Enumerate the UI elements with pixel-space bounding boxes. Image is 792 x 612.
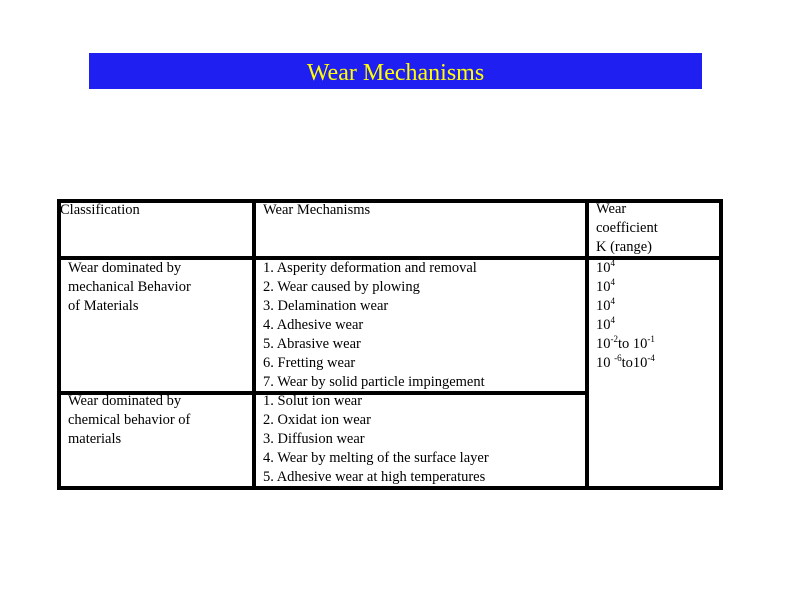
range-word: to10	[621, 355, 648, 371]
text-line: Wear dominated by	[68, 393, 182, 409]
column-divider	[585, 199, 589, 490]
exponent: -2	[610, 334, 618, 344]
table-border-right	[719, 199, 723, 490]
base: 10	[596, 355, 615, 371]
list-item: 5. Adhesive wear at high temperatures	[263, 469, 486, 485]
list-item: 2. Wear caused by plowing	[263, 279, 420, 295]
base: 10	[596, 279, 611, 295]
header-mechanisms: Wear Mechanisms	[263, 202, 371, 218]
range-word: to	[618, 336, 633, 352]
list-item: 3. Delamination wear	[263, 298, 389, 314]
exponent: 4	[610, 315, 615, 325]
header-classification: Classification	[60, 202, 140, 218]
base: 10	[596, 317, 611, 333]
base: 10	[596, 336, 611, 352]
classification-mechanical	[68, 259, 191, 316]
list-item: 5. Abrasive wear	[263, 336, 361, 352]
text-line: materials	[68, 431, 122, 447]
list-item: 3. Diffusion wear	[263, 431, 365, 447]
coefficient-values	[596, 259, 655, 373]
list-item: 4. Adhesive wear	[263, 317, 364, 333]
text-line: chemical behavior of	[68, 412, 191, 428]
exponent: -4	[647, 353, 655, 363]
header-line: coefficient	[596, 220, 658, 236]
text-line: of Materials	[68, 298, 139, 314]
coefficient-value	[596, 278, 655, 297]
coefficient-value	[596, 354, 655, 373]
list-item: 7. Wear by solid particle impingement	[263, 374, 485, 390]
exponent: -1	[647, 334, 655, 344]
base: 10	[596, 298, 611, 314]
column-divider	[252, 199, 256, 490]
coefficient-value	[596, 316, 655, 335]
base: 10	[596, 260, 611, 276]
slide-title: Wear Mechanisms	[89, 53, 702, 89]
list-item: 4. Wear by melting of the surface layer	[263, 450, 489, 466]
exponent: 4	[610, 258, 615, 268]
header-line: Wear	[596, 201, 627, 217]
list-item: 1. Solut ion wear	[263, 393, 363, 409]
coefficient-value	[596, 259, 655, 278]
list-item: 2. Oxidat ion wear	[263, 412, 371, 428]
exponent: 4	[610, 277, 615, 287]
header-coefficient	[596, 200, 658, 257]
mechanisms-mechanical	[263, 259, 485, 392]
text-line: mechanical Behavior	[68, 279, 191, 295]
coefficient-value	[596, 297, 655, 316]
list-item: 6. Fretting wear	[263, 355, 356, 371]
mechanisms-chemical	[263, 392, 489, 487]
header-line: K (range)	[596, 239, 652, 255]
base: 10	[632, 336, 648, 352]
classification-chemical	[68, 392, 190, 449]
table-border-left	[57, 199, 61, 490]
text-line: Wear dominated by	[68, 260, 182, 276]
exponent: -6	[614, 353, 622, 363]
list-item: 1. Asperity deformation and removal	[263, 260, 477, 276]
coefficient-value	[596, 335, 655, 354]
exponent: 4	[610, 296, 615, 306]
